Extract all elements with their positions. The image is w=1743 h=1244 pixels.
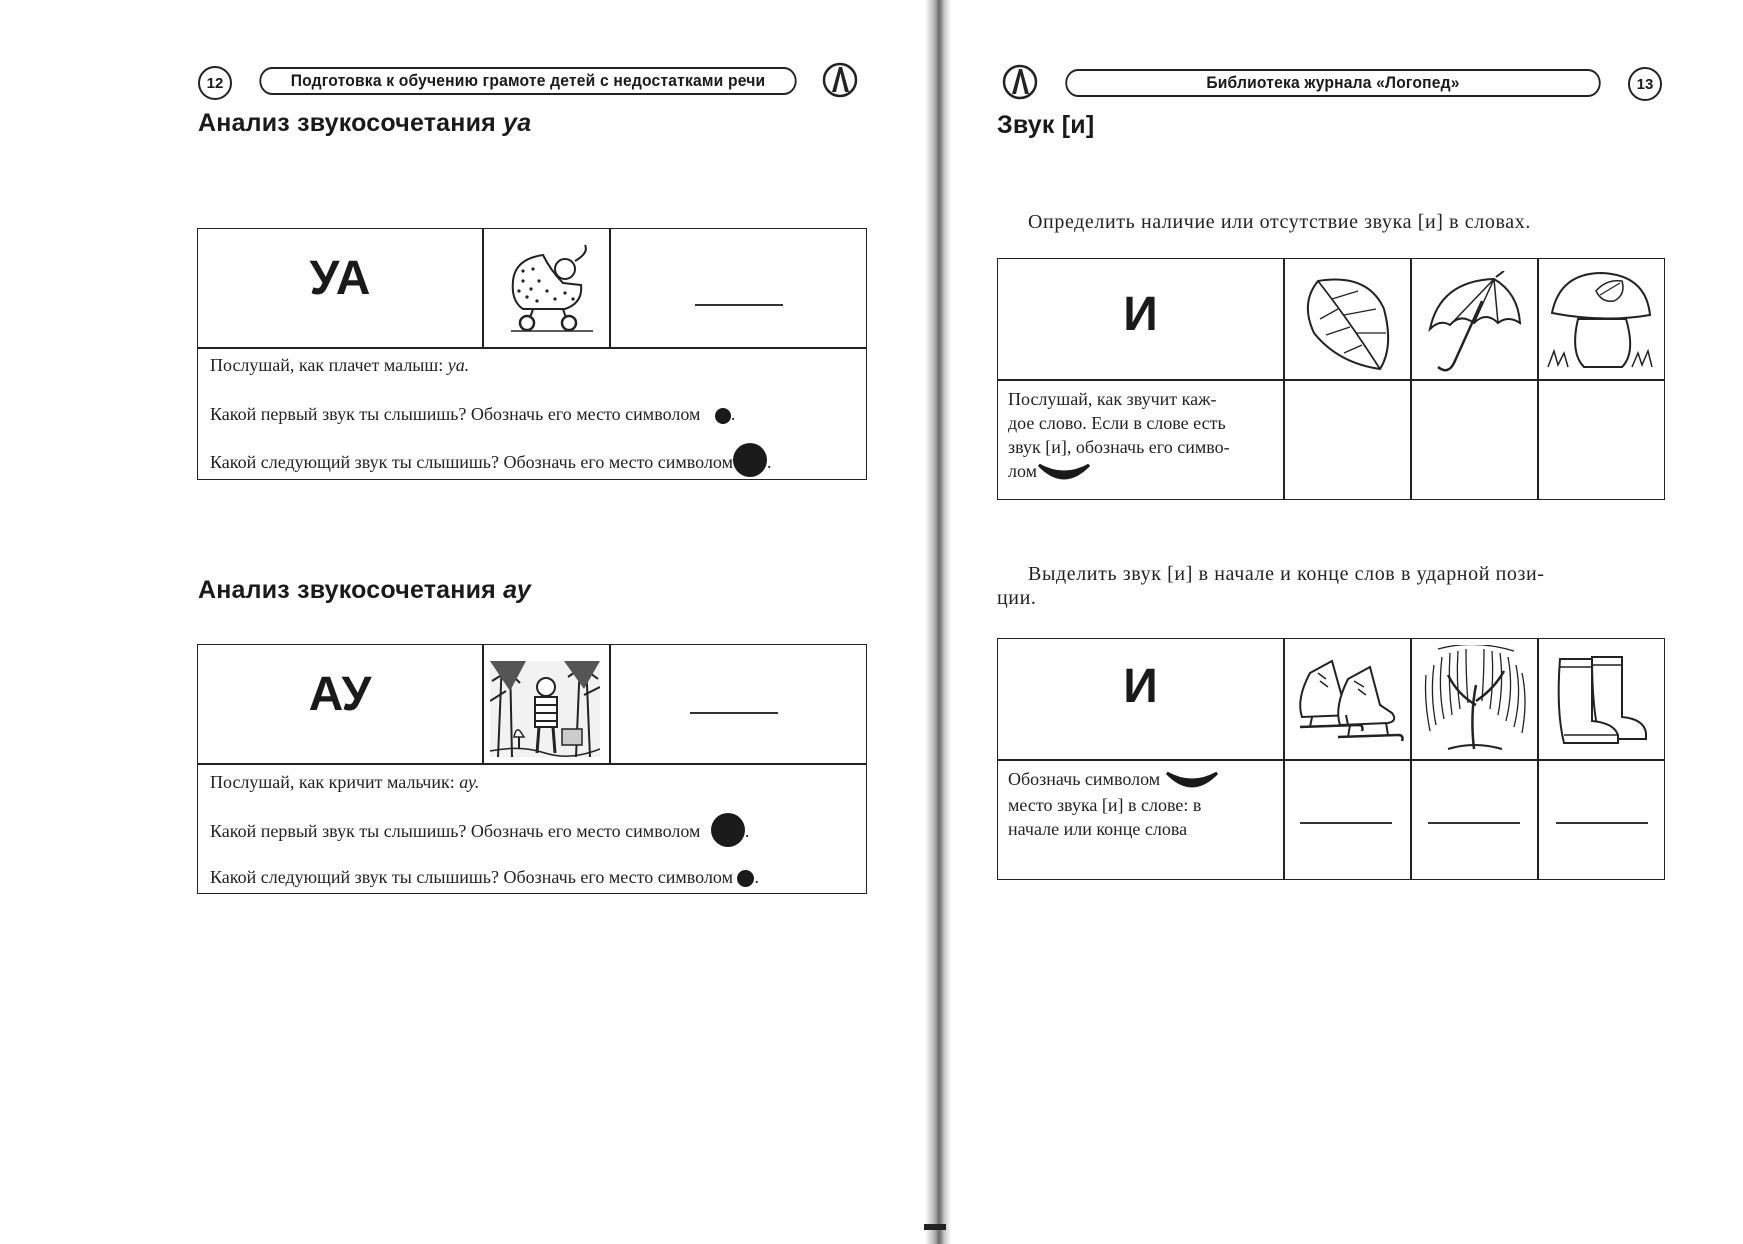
answer-line[interactable]: [1300, 822, 1392, 824]
small-dot-icon: [737, 870, 754, 887]
text-line2: Какой первый звук ты слышишь? Обозначь его место символом .: [210, 404, 736, 424]
logo-icon: [822, 62, 858, 98]
boots-picture: [1548, 651, 1652, 751]
large-dot-icon: [733, 443, 767, 477]
section1-heading: Анализ звукосочетания уа: [198, 109, 532, 137]
boy-in-forest-picture: [490, 661, 600, 757]
answer-line[interactable]: [695, 304, 783, 306]
logo-icon: [1002, 64, 1038, 100]
small-dot-icon: [715, 408, 731, 424]
baby-carriage-picture: [503, 241, 598, 333]
section2-heading: Анализ звукосочетания ау: [198, 576, 531, 604]
spine-mark: [924, 1224, 946, 1230]
table-position: [997, 638, 1665, 880]
table-au: [197, 644, 867, 894]
task2-text: Обозначь символом место звука [и] в слове: в начале или конце слова: [1008, 767, 1219, 841]
big-letters-ua: УА: [309, 252, 371, 305]
willow-tree-picture: [1418, 645, 1532, 753]
text-line3: Какой следующий звук ты слышишь? Обозначь его место символом .: [210, 867, 759, 887]
page-number-right: 13: [1628, 67, 1662, 101]
task1-text: Послушай, как звучит каж- дое слово. Если в слове есть звук [и], обозначь его симво- лом: [1008, 387, 1230, 485]
mushroom-picture: [1544, 269, 1656, 373]
answer-line[interactable]: [690, 712, 778, 714]
task2-instruction-line2: ции.: [997, 587, 1037, 609]
header-title-left: Подготовка к обучению грамоте детей с недостатками речи: [259, 67, 796, 95]
text-line3: Какой следующий звук ты слышишь? Обозначь его место символом .: [210, 451, 771, 477]
right-heading: Звук [и]: [997, 111, 1095, 139]
answer-line[interactable]: [1556, 822, 1648, 824]
table-ua: [197, 228, 867, 480]
leaf-picture: [1298, 269, 1398, 373]
book-spine: [925, 0, 951, 1244]
answer-line[interactable]: [1428, 822, 1520, 824]
table-presence: [997, 258, 1665, 500]
large-dot-icon: [711, 813, 745, 847]
arc-symbol-icon: [1165, 769, 1219, 793]
text-line1: Послушай, как плачет малыш: уа.: [210, 355, 470, 375]
task2-instruction-line1: Выделить звук [и] в начале и конце слов в ударной пози-: [1028, 563, 1545, 585]
skates-picture: [1288, 653, 1406, 751]
arc-symbol-icon: [1037, 461, 1091, 485]
page-number-left: 12: [198, 66, 232, 100]
task1-instruction: Определить наличие или отсутствие звука [и] в словах.: [1028, 211, 1531, 233]
umbrella-picture: [1420, 271, 1528, 375]
big-letters-au: АУ: [308, 668, 372, 721]
text-line1: Послушай, как кричит мальчик: ау.: [210, 772, 480, 792]
big-letter-i: И: [1123, 660, 1158, 713]
text-line2: Какой первый звук ты слышишь? Обозначь его место символом .: [210, 819, 749, 847]
header-title-right: Библиотека журнала «Логопед»: [1065, 69, 1600, 97]
big-letter-i: И: [1123, 288, 1158, 341]
